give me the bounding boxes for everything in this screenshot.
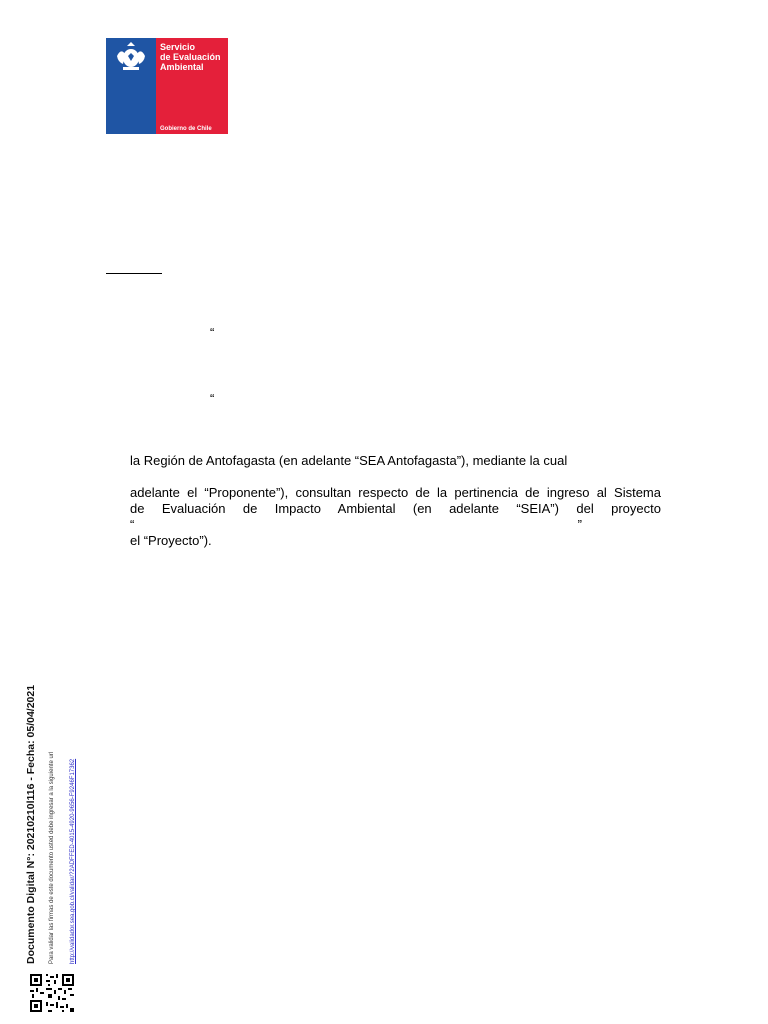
qr-code-icon (30, 974, 74, 1012)
coat-of-arms-icon (113, 42, 149, 72)
logo-title: Servicio de Evaluación Ambiental (160, 42, 221, 72)
logo-subtitle: Gobierno de Chile (160, 126, 212, 132)
validation-url-link[interactable]: http://validador.sea.gob.cl/validar/?2ADFFED-4015-4920-9656-F9246F17362 (70, 758, 76, 964)
document-number: Documento Digital N°: 20210210l116 - Fecha: 05/04/2021 (25, 684, 37, 964)
logo-blue-panel (106, 38, 156, 134)
quote-mark-1: “ (210, 325, 215, 340)
paragraph-2-line-2: de Evaluación de Impacto Ambiental (en adelante “SEIA”) del proyecto (130, 501, 661, 516)
logo-red-panel (156, 38, 228, 134)
paragraph-2-line-3 (130, 517, 582, 533)
sea-logo (106, 38, 228, 134)
paragraph-1: la Región de Antofagasta (en adelante “SEA Antofagasta”), mediante la cual (130, 453, 568, 468)
validation-instructions: Para validar las firmas de este documento usted debe ingresar a la siguiente url (49, 751, 55, 964)
paragraph-2-line-1: adelante el “Proponente”), consultan respecto de la pertinencia de ingreso al Sistema (130, 485, 661, 500)
underline-rule (106, 273, 162, 274)
quote-mark-2: “ (210, 391, 215, 406)
close-quote: ” (577, 517, 582, 532)
digital-document-stamp (24, 664, 94, 964)
open-quote: “ (130, 517, 135, 532)
paragraph-2-line-4: el “Proyecto”). (130, 533, 212, 548)
